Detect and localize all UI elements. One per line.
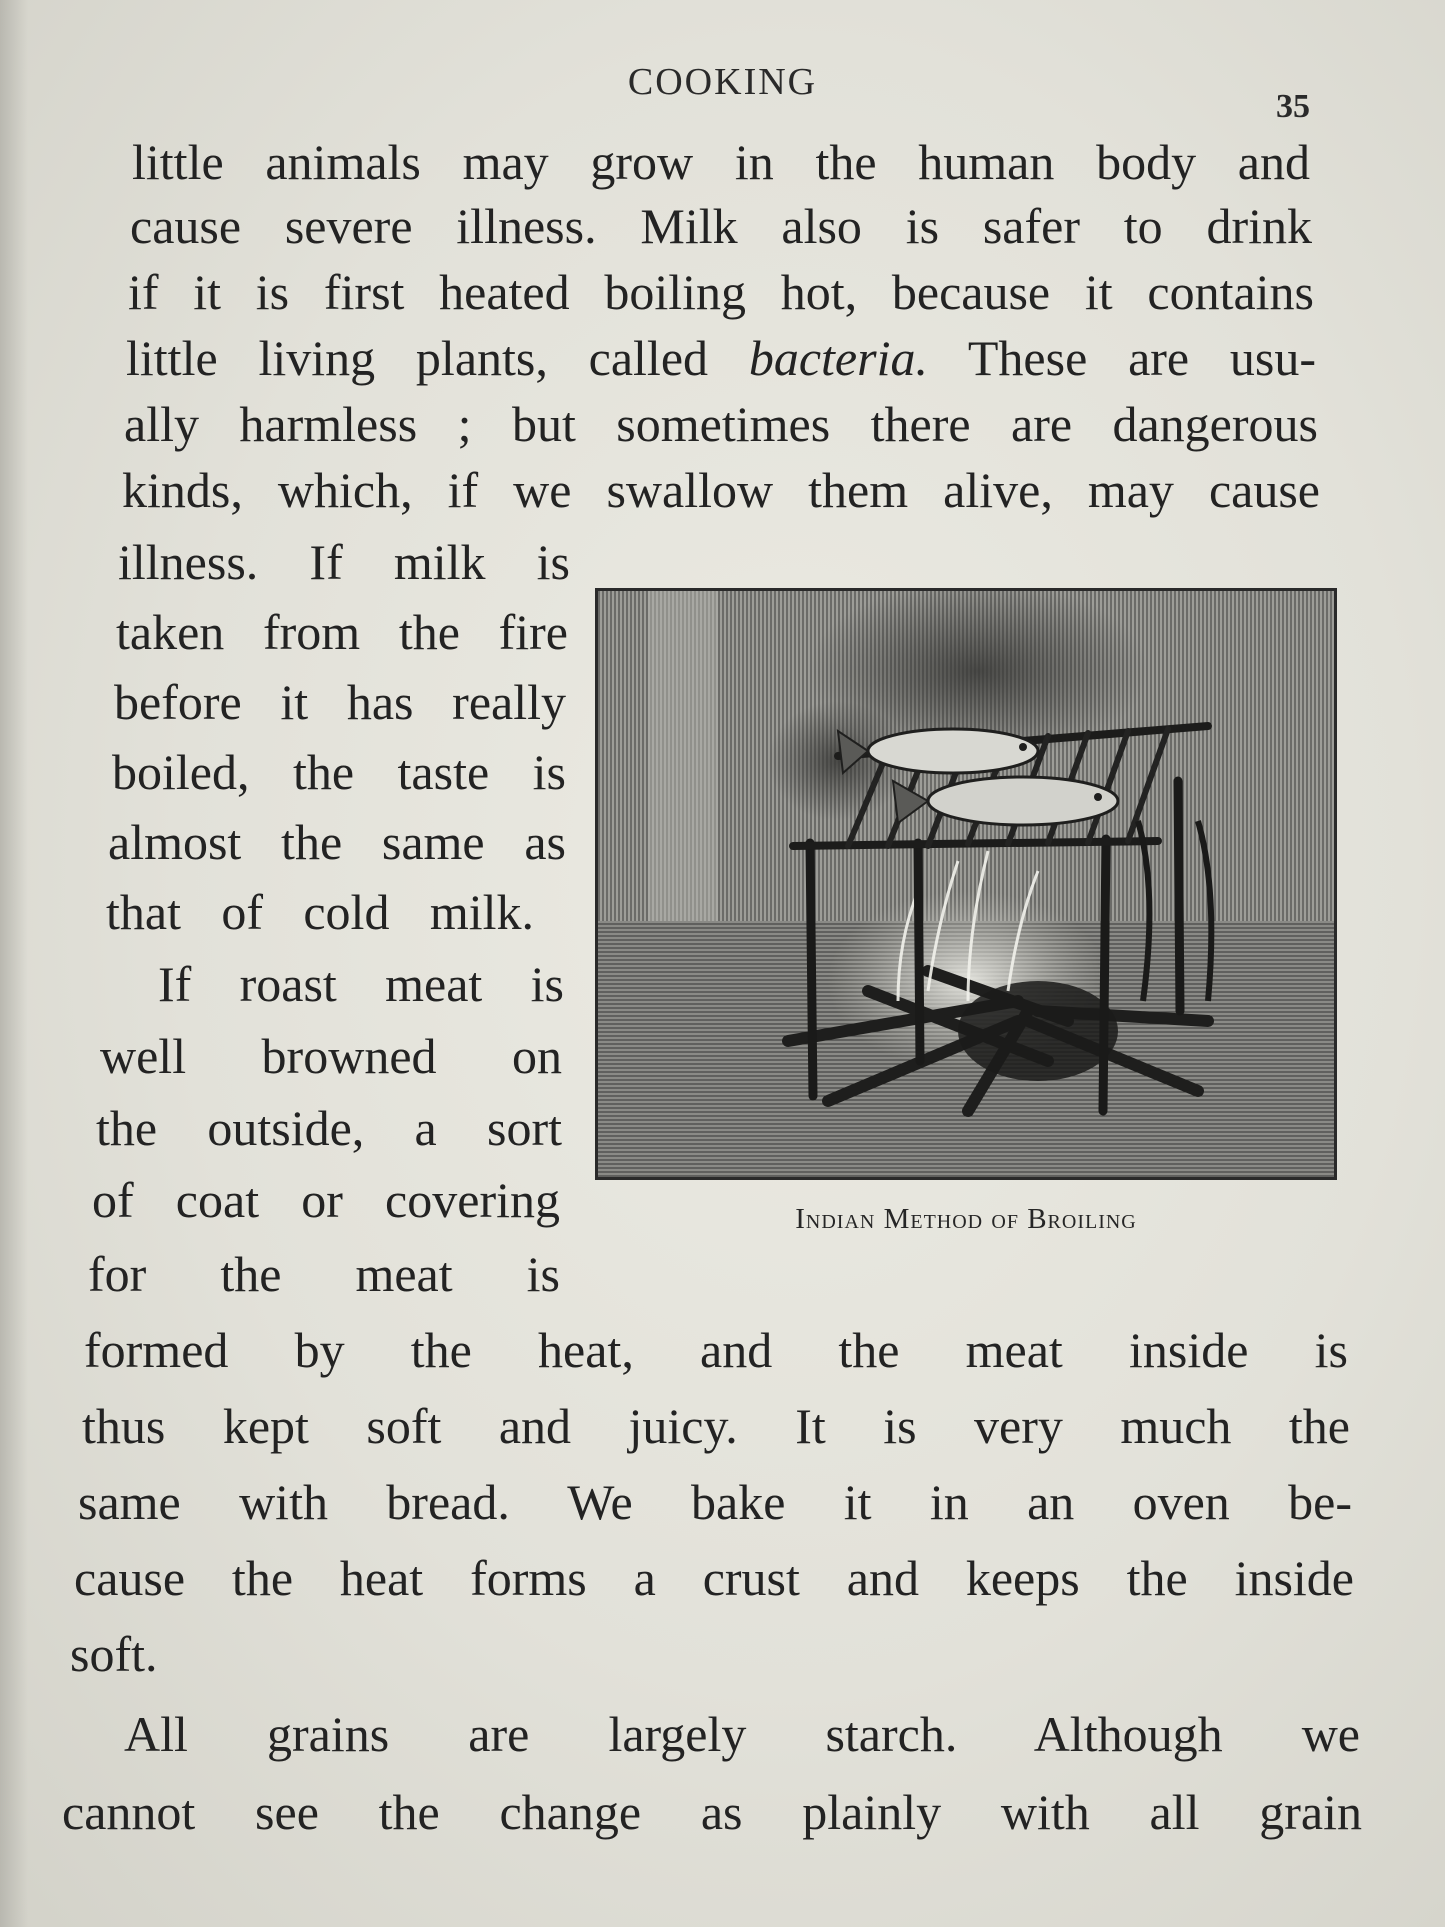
text-line: almost the same as [108,814,566,870]
running-head: COOKING [627,61,818,103]
figure-caption: Indian Method of Broiling [795,1203,1137,1235]
text-line: cannot see the change as plainly with all grain [62,1784,1362,1840]
text-line: ally harmless ; but sometimes there are dangerous [124,396,1318,452]
text-line: for the meat is [88,1246,560,1302]
page-number: 35 [1276,88,1310,125]
text-line: All grains are largely starch. Although we [124,1706,1360,1762]
spine-shadow [0,0,28,1927]
text-line: soft. [70,1626,158,1682]
text-line: of coat or covering [92,1172,560,1228]
italic-term: bacteria. [748,330,928,386]
text-line: before it has really [114,674,566,730]
text-segment: These are usu- [967,330,1317,386]
text-line: taken from the fire [116,604,568,660]
text-line: boiled, the taste is [112,744,566,800]
text-line: if it is first heated boiling hot, because it contains [128,264,1314,320]
text-line: well browned on [100,1028,562,1084]
text-line: cause the heat forms a crust and keeps the inside [74,1550,1354,1606]
text-line: that of cold milk. [106,884,534,940]
text-line: If roast meat is [158,956,564,1012]
text-line: formed by the heat, and the meat inside is [84,1322,1348,1378]
text-line-with-italic [126,328,1316,388]
text-segment: little living plants, called [126,330,709,386]
text-line: the outside, a sort [96,1100,562,1156]
text-line: little animals may grow in the human body and [132,134,1310,190]
engraving-drawing [598,591,1334,1177]
text-line: cause severe illness. Milk also is safer to drink [130,198,1312,254]
illustration-broiling [595,588,1337,1180]
text-line: illness. If milk is [118,534,570,590]
text-line: same with bread. We bake it in an oven be- [78,1474,1352,1530]
text-line: kinds, which, if we swallow them alive, may cause [122,462,1320,518]
text-line: thus kept soft and juicy. It is very much the [82,1398,1350,1454]
